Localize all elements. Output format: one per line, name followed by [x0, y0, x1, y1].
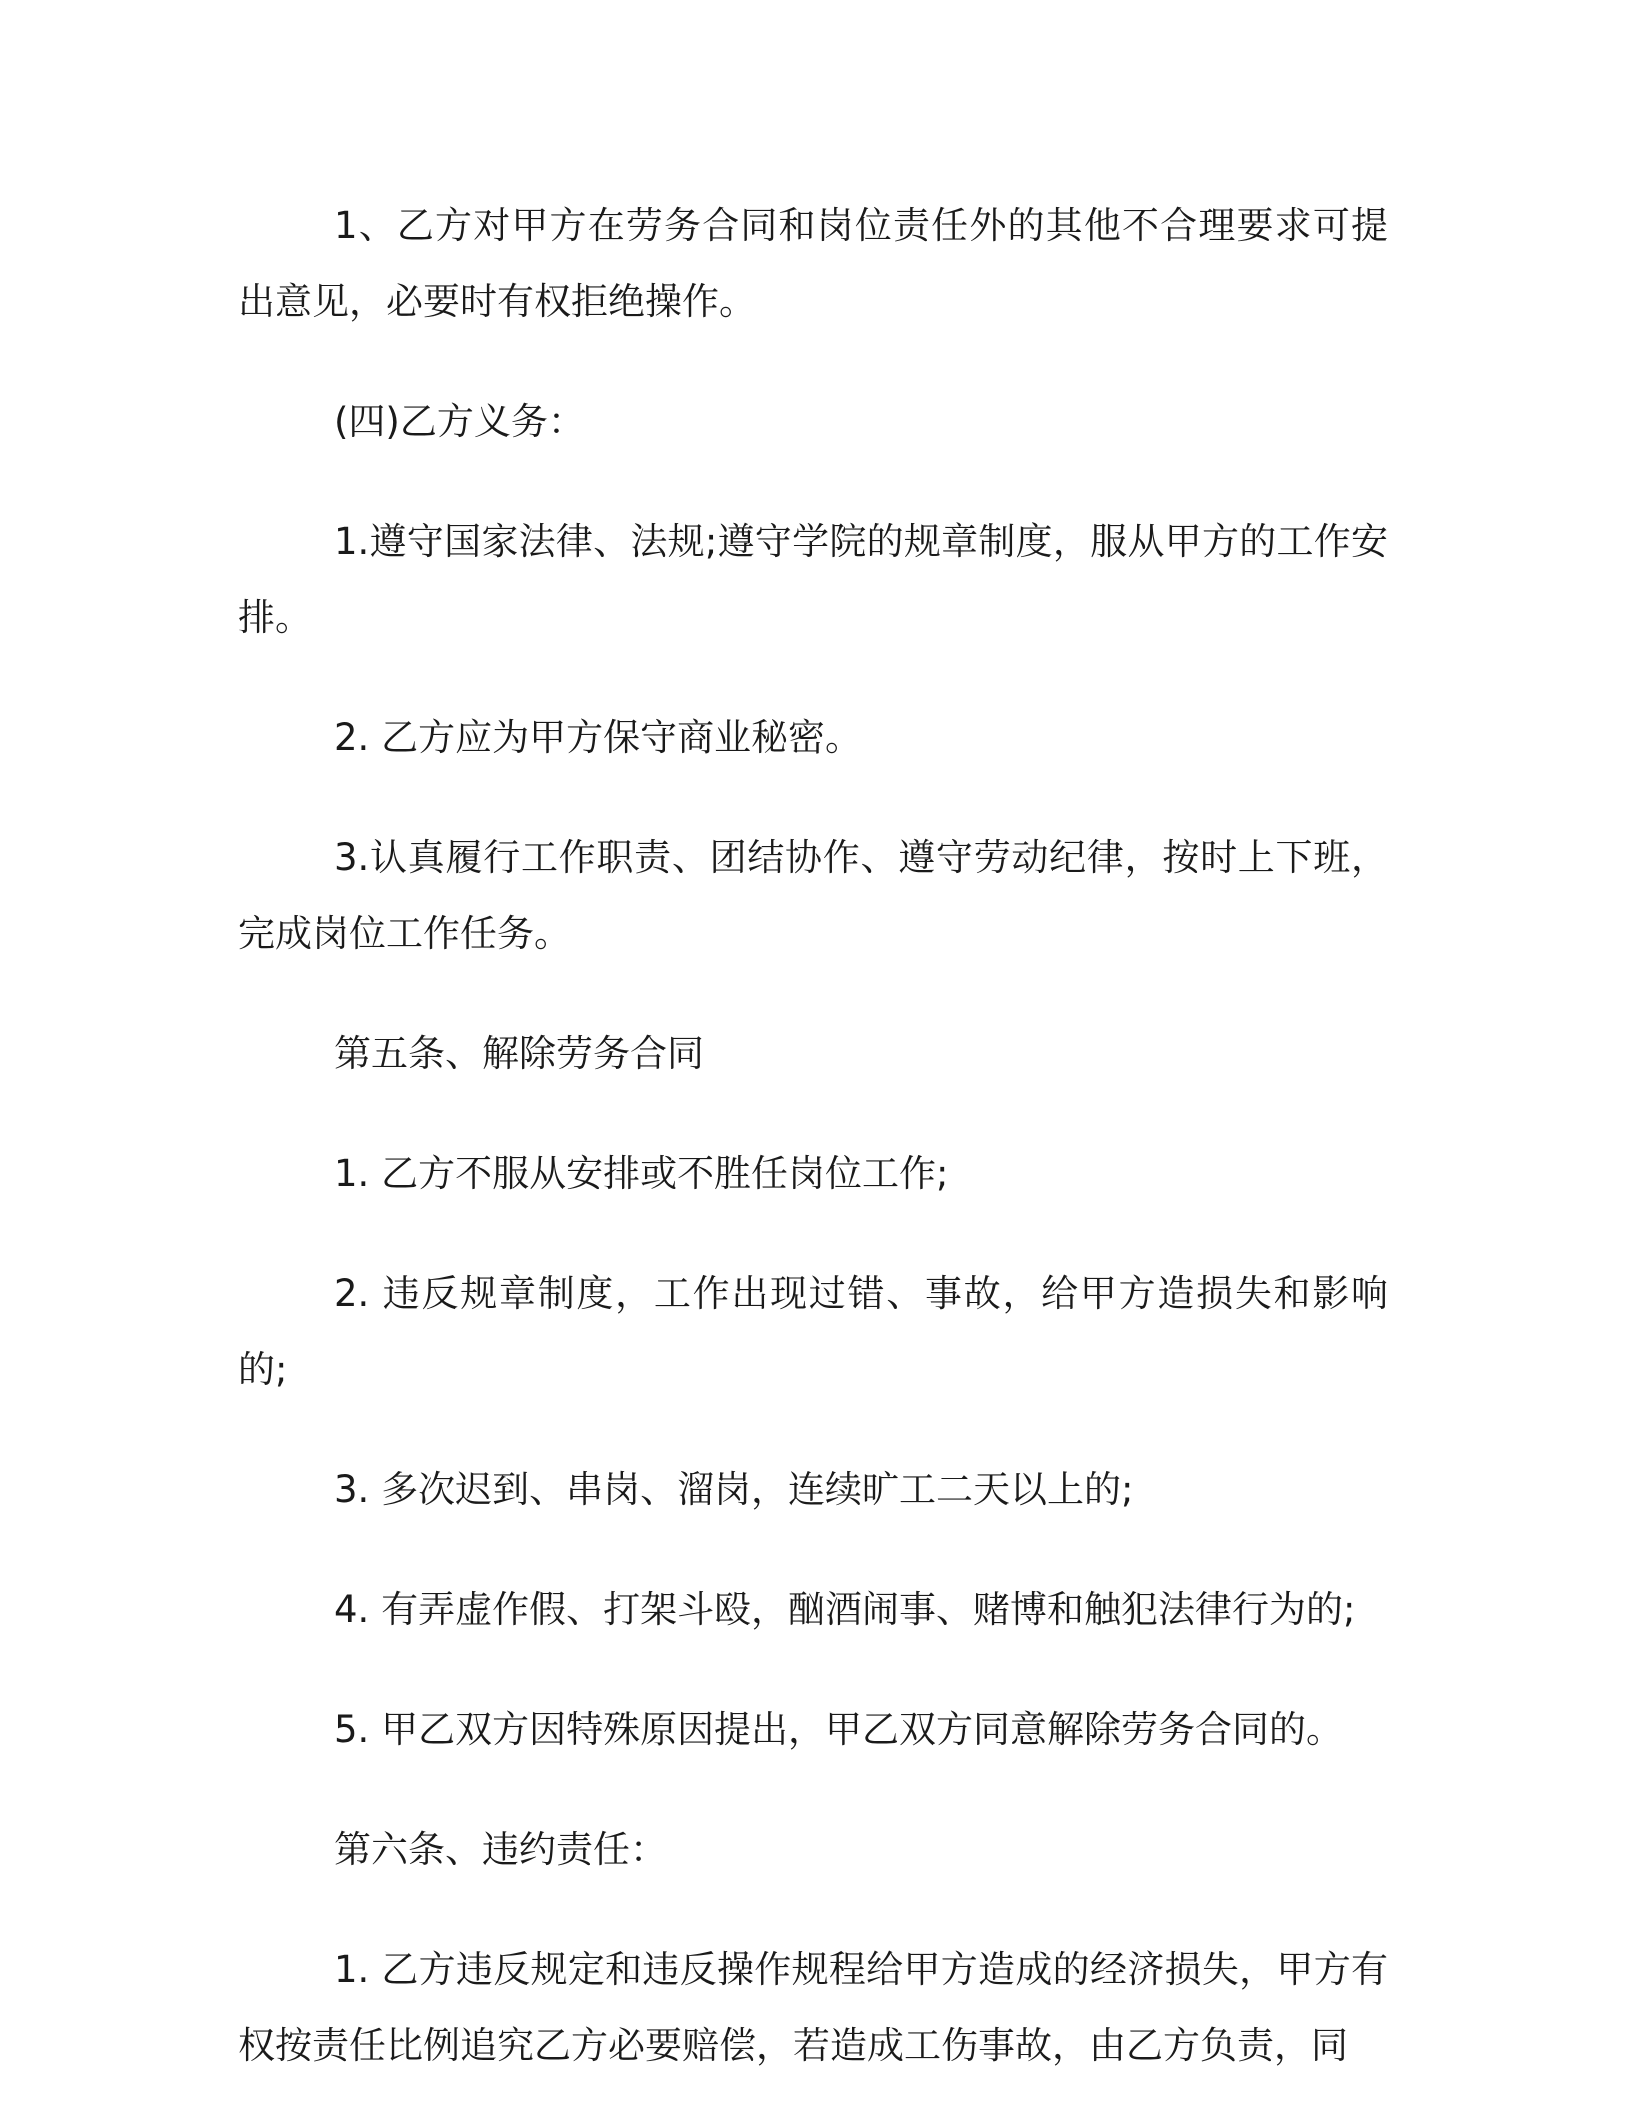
paragraph: 3.认真履行工作职责、团结协作、遵守劳动纪律，按时上下班，完成岗位工作任务。: [238, 836, 1388, 955]
section-heading: 第六条、违约责任：: [334, 1828, 667, 1871]
paragraph: 3. 多次迟到、串岗、溜岗，连续旷工二天以上的;: [334, 1468, 1134, 1511]
paragraph: 5. 甲乙双方因特殊原因提出，甲乙双方同意解除劳务合同的。: [334, 1708, 1344, 1751]
paragraph: 4. 有弄虚作假、打架斗殴，酗酒闹事、赌博和触犯法律行为的;: [334, 1588, 1356, 1631]
paragraph: 1. 乙方不服从安排或不胜任岗位工作;: [334, 1152, 949, 1195]
paragraph: 2. 违反规章制度，工作出现过错、事故，给甲方造损失和影响的;: [238, 1272, 1388, 1391]
section-heading: 第五条、解除劳务合同: [334, 1032, 704, 1075]
paragraph: 2. 乙方应为甲方保守商业秘密。: [334, 716, 863, 759]
paragraph: 1、乙方对甲方在劳务合同和岗位责任外的其他不合理要求可提出意见，必要时有权拒绝操作。: [238, 204, 1388, 323]
document-body: [238, 188, 1388, 2128]
paragraph: 1. 乙方违反规定和违反操作规程给甲方造成的经济损失，甲方有权按责任比例追究乙方必要赔偿，若造成工伤事故，由乙方负责，同: [238, 1948, 1388, 2067]
section-heading: (四)乙方义务：: [334, 400, 585, 443]
paragraph: 1.遵守国家法律、法规;遵守学院的规章制度，服从甲方的工作安排。: [238, 520, 1388, 639]
